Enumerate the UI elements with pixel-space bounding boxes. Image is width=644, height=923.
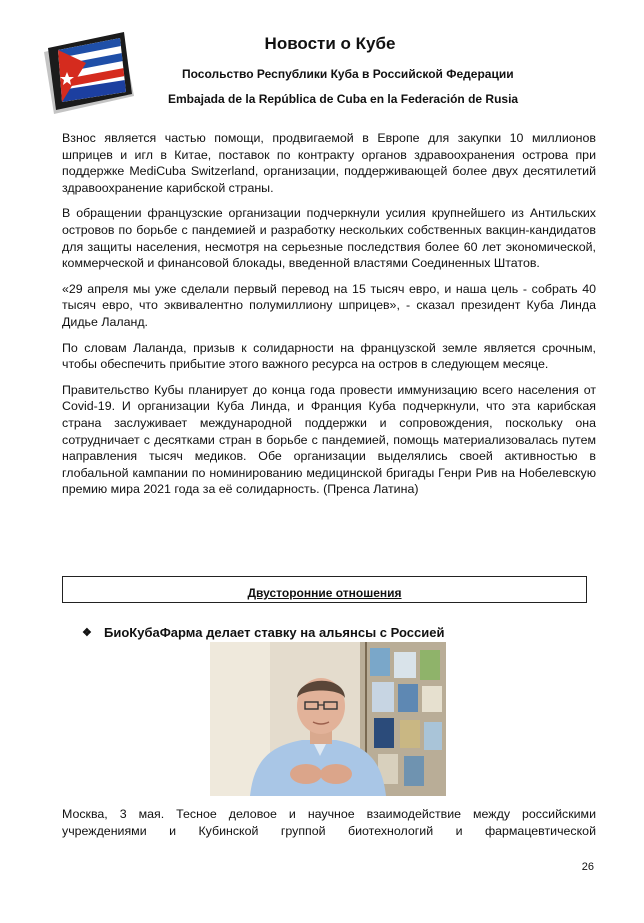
- diamond-bullet-icon: ❖: [82, 627, 92, 639]
- embassy-flag-logo-icon: [38, 28, 138, 118]
- headline-text: БиоКубаФарма делает ставку на альянсы с Россией: [104, 625, 445, 640]
- article-paragraph: Взнос является частью помощи, продвигаемой в Европе для закупки 10 миллионов шприцев и игл в Китае, поставок по контракту органов здравоохранения острова при поддержке MediCuba Switzerland, организации, поддерживающей более двух десятилетий здравоохранение карибской страны.: [62, 131, 596, 195]
- embassy-name-es: Embajada de la República de Cuba en la Federación de Rusia: [168, 92, 519, 106]
- section-header-box: [62, 576, 587, 603]
- article-paragraph: По словам Лаланда, призыв к солидарности на французской земле является срочным, чтобы обеспечить прибытие этого важного ресурса на остров в следующем месяце.: [62, 340, 596, 372]
- embassy-name-ru: Посольство Республики Куба в Российской Федерации: [182, 67, 514, 81]
- article-continuation: [62, 806, 596, 839]
- page-number: 26: [581, 861, 594, 873]
- section-title: Двусторонние отношения: [247, 586, 402, 600]
- article-paragraph: «29 апреля мы уже сделали первый перевод на 15 тысяч евро, и наша цель - собрать 40 тысяч евро, что эквивалентно полумиллиону шприцев», - сказал президент Куба Линда Дидье Лаланд.: [62, 281, 596, 329]
- news-headline: [82, 625, 444, 640]
- page-title: Новости о Кубе: [264, 34, 396, 53]
- article-paragraph: Правительство Кубы планирует до конца года провести иммунизацию всего населения от Covid-19. И организации Куба Линда, и Франция Куба подчеркнули, что эта карибская страна заслуживает международной поддержки и сопровождения, поскольку она сотрудничает с десятками стран в борьбе с пандемией, помощь материализовалась путем направления тысяч медиков. Обе организации выделялись своей активностью в глобальной кампании по номинированию медицинской бригады Генри Рив на Нобелевскую премию мира 2021 года за её солидарность. (Пренса Латина): [62, 382, 596, 497]
- article-body: [62, 130, 596, 507]
- article-line: Москва, 3 мая. Тесное деловое и научное взаимодействие между российскими: [62, 807, 596, 821]
- man-portrait-photo-icon: [210, 642, 446, 796]
- article-paragraph: В обращении французские организации подчеркнули усилия крупнейшего из Антильских островов по борьбе с пандемией и разработку нескольких собственных вакцин-кандидатов для защиты населения, несмотря на серьезные последствия более 60 лет экономической, коммерческой и финансовой блокады, введенной властями Соединенных Штатов.: [62, 206, 596, 271]
- article-line: учреждениями и Кубинской группой биотехнологий и фармацевтической: [62, 823, 596, 838]
